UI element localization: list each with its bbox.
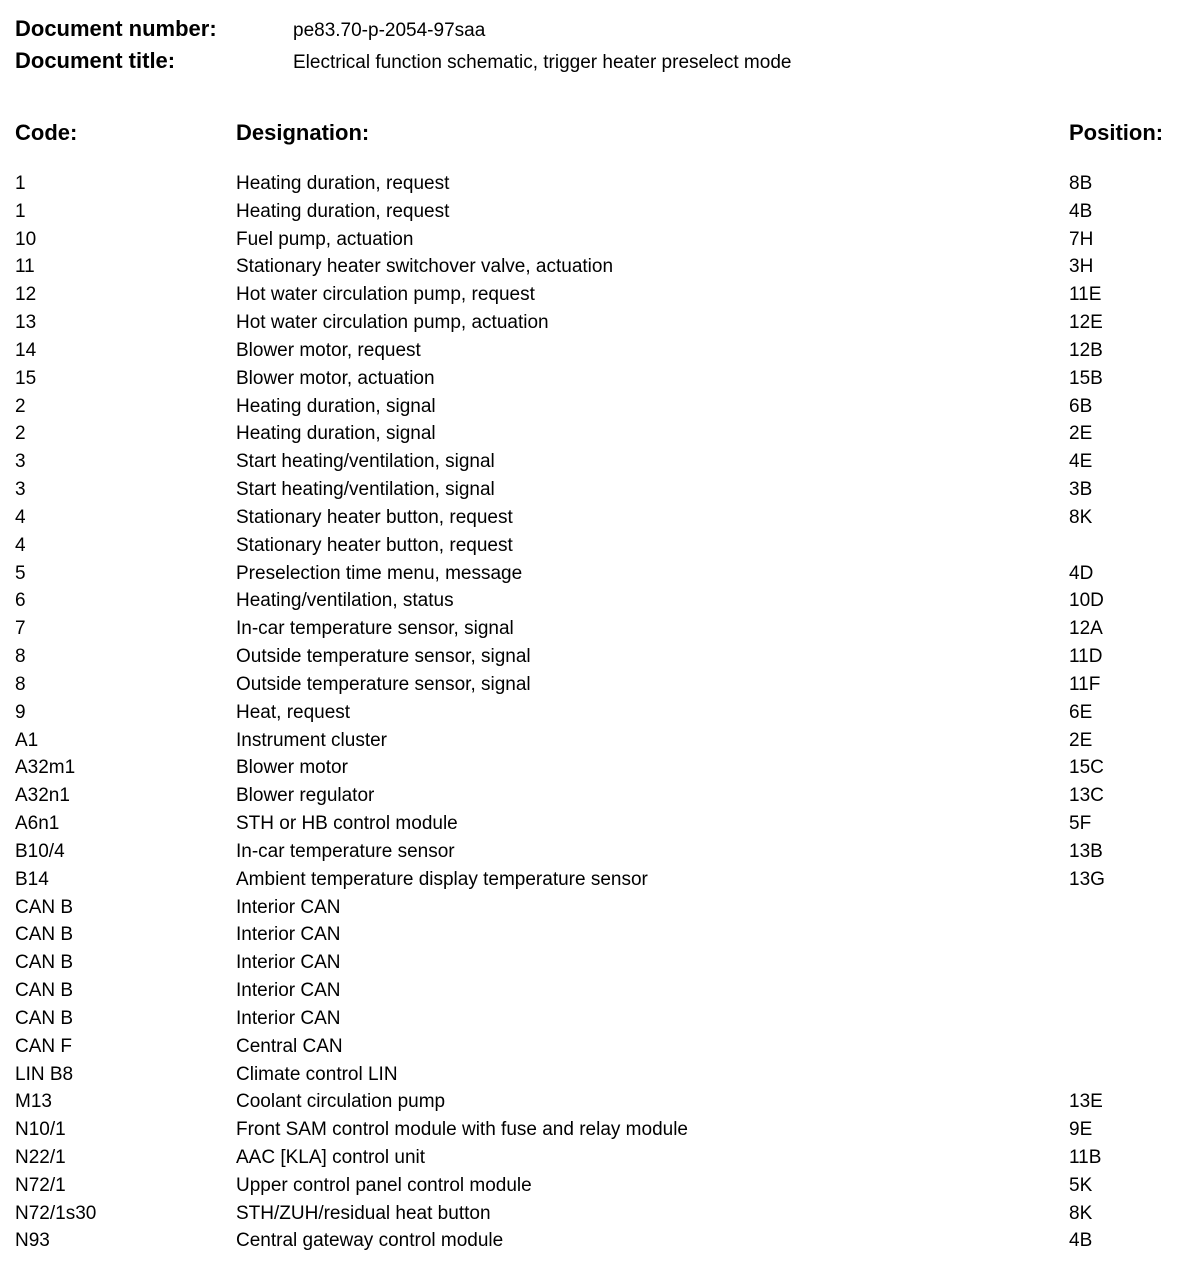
document-title-label: Document title: [15,48,176,73]
row-code: 8 [15,673,26,695]
row-code: N93 [15,1230,50,1252]
row-position: 12E [1069,312,1103,334]
table-row [0,448,1188,476]
row-code: B10/4 [15,840,65,862]
row-code: N10/1 [15,1119,66,1141]
row-designation: Stationary heater button, request [236,534,513,556]
table-row [0,253,1188,281]
row-code: LIN B8 [15,1063,74,1085]
row-position: 15B [1069,367,1103,389]
row-designation: Blower motor, actuation [236,367,435,389]
row-position: 5K [1069,1174,1093,1196]
row-code: 9 [15,701,26,723]
row-designation: Heating duration, signal [236,395,436,417]
row-designation: Heating duration, signal [236,423,436,445]
row-designation: Outside temperature sensor, signal [236,646,531,668]
row-position: 13E [1069,1091,1103,1113]
row-designation: Central gateway control module [236,1230,504,1252]
row-designation: Interior CAN [236,1007,341,1029]
row-position: 2E [1069,729,1093,751]
row-code: A32m1 [15,757,76,779]
row-designation: Central CAN [236,1035,343,1057]
row-position: 11D [1069,646,1103,668]
row-code: 3 [15,479,26,501]
table-row [0,170,1188,198]
row-designation: In-car temperature sensor, signal [236,618,514,640]
row-designation: Heating duration, request [236,200,450,222]
table-row [0,1227,1188,1255]
row-designation: Front SAM control module with fuse and relay module [236,1119,688,1141]
table-row [0,1200,1188,1228]
row-designation: Upper control panel control module [236,1174,532,1196]
document-title-value: Electrical function schematic, trigger heater preselect mode [293,52,792,73]
table-row [0,1061,1188,1089]
row-code: 2 [15,423,26,445]
row-code: 11 [15,256,35,278]
row-designation: Preselection time menu, message [236,562,523,584]
table-row [0,782,1188,810]
row-position: 2E [1069,423,1093,445]
row-designation: Heating/ventilation, status [236,590,454,612]
row-position: 13B [1069,840,1103,862]
table-row [0,587,1188,615]
row-code: N72/1 [15,1174,66,1196]
document-title-row [15,46,1165,76]
row-designation: Instrument cluster [236,729,387,751]
row-designation: Heat, request [236,701,351,723]
table-row [0,671,1188,699]
table-row [0,838,1188,866]
row-position: 13G [1069,868,1105,890]
row-code: 7 [15,618,26,640]
row-position: 3H [1069,256,1094,278]
row-position: 11B [1069,1146,1102,1168]
row-designation: AAC [KLA] control unit [236,1146,426,1168]
table-row [0,1033,1188,1061]
row-designation: Interior CAN [236,924,341,946]
row-code: A1 [15,729,39,751]
row-designation: STH or HB control module [236,813,458,835]
table-row [0,1144,1188,1172]
row-code: N22/1 [15,1146,66,1168]
position-column-header: Position: [1069,120,1164,145]
row-designation: Fuel pump, actuation [236,228,414,250]
row-code: CAN B [15,924,74,946]
row-designation: Hot water circulation pump, request [236,284,535,306]
row-code: 3 [15,451,26,473]
row-designation: Start heating/ventilation, signal [236,479,495,501]
row-code: 13 [15,312,37,334]
row-position: 11E [1069,284,1102,306]
row-code: 4 [15,534,26,556]
row-position: 13C [1069,785,1104,807]
row-code: 6 [15,590,26,612]
table-row [0,1116,1188,1144]
row-code: 1 [15,200,26,222]
table-row [0,921,1188,949]
row-code: A32n1 [15,785,70,807]
row-code: CAN B [15,896,74,918]
row-code: N72/1s30 [15,1202,97,1224]
table-row [0,393,1188,421]
table-row [0,337,1188,365]
document-number-label: Document number: [15,16,217,41]
table-row [0,1005,1188,1033]
row-position: 4B [1069,200,1093,222]
table-row [0,894,1188,922]
row-position: 4E [1069,451,1093,473]
row-designation: STH/ZUH/residual heat button [236,1202,491,1224]
row-code: 8 [15,646,26,668]
row-position: 7H [1069,228,1094,250]
row-designation: Ambient temperature display temperature sensor [236,868,648,890]
table-row [0,420,1188,448]
row-position: 6B [1069,395,1093,417]
row-designation: In-car temperature sensor [236,840,455,862]
table-row [0,977,1188,1005]
table-row [0,754,1188,782]
document-number-row [15,14,1165,44]
table-row [0,365,1188,393]
row-position: 3B [1069,479,1093,501]
row-position: 8K [1069,506,1093,528]
row-position: 12B [1069,339,1103,361]
row-designation: Stationary heater button, request [236,506,513,528]
row-designation: Blower motor [236,757,348,779]
table-row [0,866,1188,894]
row-position: 4B [1069,1230,1093,1252]
row-code: 1 [15,173,26,194]
row-position: 5F [1069,813,1092,835]
table-row [0,476,1188,504]
row-position: 12A [1069,618,1103,640]
row-designation: Stationary heater switchover valve, actuation [236,256,614,278]
table-row [0,532,1188,560]
table-row [0,1088,1188,1116]
row-position: 9E [1069,1119,1093,1141]
table-row [0,1172,1188,1200]
row-code: CAN B [15,1007,74,1029]
table-row [0,949,1188,977]
row-designation: Interior CAN [236,952,341,974]
table-row [0,643,1188,671]
row-position: 11F [1069,673,1101,695]
row-code: 10 [15,228,37,250]
table-row [0,198,1188,226]
row-position: 4D [1069,562,1094,584]
row-designation: Interior CAN [236,980,341,1002]
legend-table [0,170,1188,1255]
table-row [0,560,1188,588]
row-code: CAN B [15,980,74,1002]
row-code: 5 [15,562,26,584]
table-row [0,504,1188,532]
row-code: 2 [15,395,26,417]
row-code: B14 [15,868,49,890]
row-code: 4 [15,506,26,528]
document-number-value: pe83.70-p-2054-97saa [293,20,486,41]
row-position: 10D [1069,590,1104,612]
table-row [0,810,1188,838]
row-designation: Heating duration, request [236,173,450,194]
row-designation: Start heating/ventilation, signal [236,451,495,473]
row-designation: Climate control LIN [236,1063,398,1085]
row-code: 15 [15,367,37,389]
row-position: 15C [1069,757,1104,779]
row-position: 8K [1069,1202,1093,1224]
row-code: 12 [15,284,37,306]
row-designation: Outside temperature sensor, signal [236,673,531,695]
row-position: 6E [1069,701,1093,723]
row-designation: Coolant circulation pump [236,1091,446,1113]
table-row [0,615,1188,643]
row-designation: Hot water circulation pump, actuation [236,312,549,334]
code-column-header: Code: [15,120,78,145]
table-row [0,699,1188,727]
row-designation: Interior CAN [236,896,341,918]
designation-column-header: Designation: [236,120,370,145]
table-row [0,309,1188,337]
row-designation: Blower motor, request [236,339,421,361]
table-row [0,727,1188,755]
row-code: CAN F [15,1035,72,1057]
row-designation: Blower regulator [236,785,375,807]
row-position: 8B [1069,173,1093,194]
row-code: CAN B [15,952,74,974]
table-row [0,281,1188,309]
table-row [0,226,1188,254]
row-code: M13 [15,1091,52,1113]
row-code: 14 [15,339,37,361]
row-code: A6n1 [15,813,60,835]
